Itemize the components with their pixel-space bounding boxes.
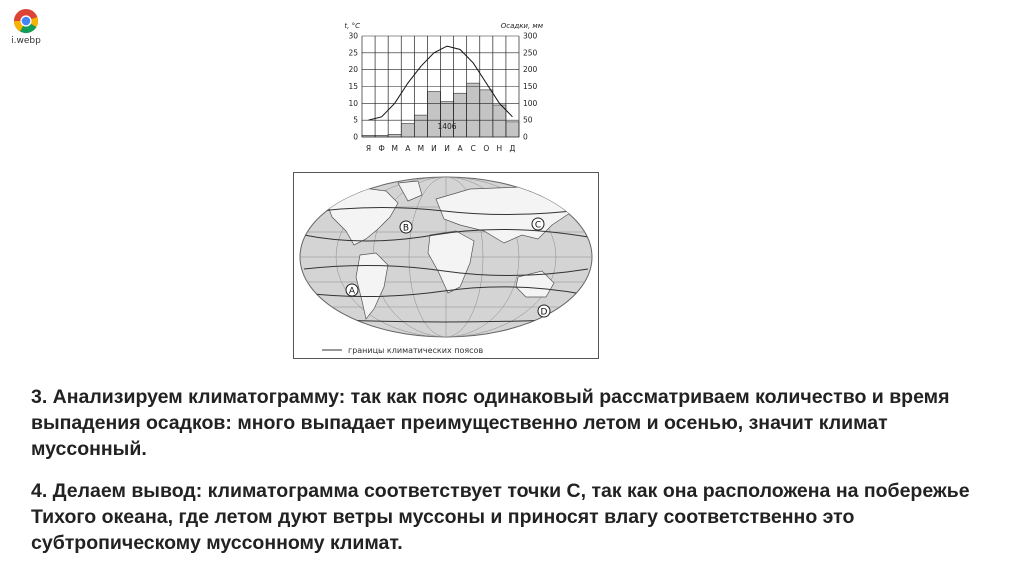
world-climate-map [293,172,599,359]
x-tick-label: М [391,144,398,153]
conclusion-paragraph: 4. Делаем вывод: климатограмма соответствует точки С, так как она расположена на побережье Тихого океана, где летом дуют ветры муссоны и приносят влагу соответственно это субтропическому муссонному климат. [31,480,970,554]
map-point-b [400,221,412,234]
map-point-c [532,218,544,231]
map-graphic [294,173,598,358]
chrome-icon [13,8,39,34]
map-point-a [346,284,358,297]
y-axis-label: t, °C [344,22,360,30]
y2-tick-label: 150 [523,82,538,91]
x-tick-label: С [470,144,476,153]
map-point-d [538,305,550,318]
svg-text:A: A [348,286,356,297]
x-tick-label: И [431,144,437,153]
x-tick-label: М [417,144,425,153]
precip-bar [441,102,454,137]
y-tick-label: 15 [348,82,358,91]
climatogram-chart [346,16,546,158]
precip-bar [480,90,493,137]
y-tick-label: 10 [348,98,358,108]
svg-text:B: B [402,223,410,234]
y-tick-label: 30 [348,31,358,41]
y2-tick-label: 300 [523,31,538,41]
x-tick-label: Ф [378,144,385,153]
y-tick-label: 0 [353,132,358,142]
analysis-paragraph: 3. Анализируем климатограмму: так как пояс одинаковый рассматриваем количество и время выпадения осадков: много выпадает преимущественно летом и осенью, значит климат муссонный. [31,386,950,460]
y2-tick-label: 250 [523,48,538,58]
x-tick-label: А [405,144,411,153]
y2-tick-label: 200 [523,65,538,75]
x-tick-label: А [457,144,463,153]
precip-bar [506,122,519,137]
y2-tick-label: 0 [523,132,528,142]
y2-tick-label: 50 [523,115,533,125]
x-tick-label: Д [509,144,516,153]
x-tick-label: Я [365,144,372,153]
precip-bar [493,105,506,137]
precip-bar [467,83,480,137]
x-tick-label: И [444,144,450,153]
chart-annotation: 1406 [437,122,457,131]
precip-bar [388,134,401,137]
y2-tick-label: 100 [523,98,538,108]
y2-axis-label: Осадки, мм [500,22,543,30]
x-tick-label: О [483,144,490,153]
svg-text:C: C [534,220,542,231]
y-tick-label: 5 [353,115,358,125]
precip-bar [414,115,427,137]
map-legend: границы климатических поясов [348,346,484,355]
file-thumbnail[interactable] [8,8,44,46]
y-tick-label: 25 [348,48,358,58]
svg-text:D: D [540,307,548,318]
x-tick-label: Н [496,144,503,153]
precip-bar [401,124,414,137]
file-name: i.webp [11,36,41,46]
y-tick-label: 20 [348,65,358,75]
